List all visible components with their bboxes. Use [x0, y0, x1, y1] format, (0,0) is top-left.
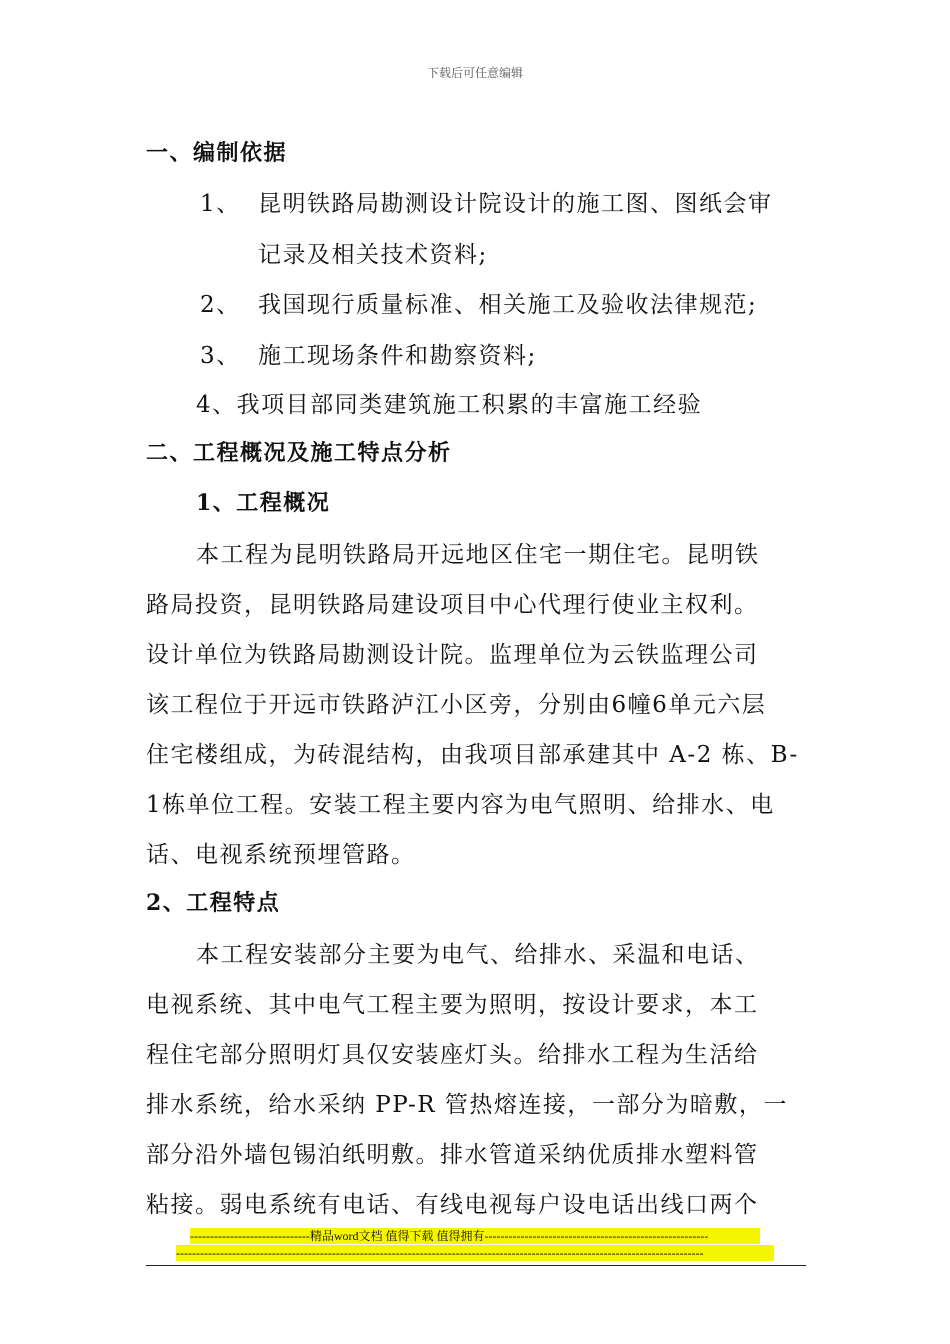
list-item-text: 昆明铁路局勘测设计院设计的施工图、图纸会审	[258, 191, 773, 217]
paragraph-line: 本工程为昆明铁路局开远地区住宅一期住宅。昆明铁	[196, 542, 760, 568]
list-number: 2、	[200, 292, 241, 318]
list-item-text: 施工现场条件和勘察资料;	[258, 343, 537, 369]
paragraph-line: 部分沿外墙包锡泊纸明敷。排水管道采纳优质排水塑料管	[146, 1142, 759, 1168]
subsection-heading: 2、工程特点	[146, 890, 281, 916]
section-heading: 二、工程概况及施工特点分析	[146, 440, 452, 466]
list-number: 3、	[200, 343, 241, 369]
page-header: 下载后可任意编辑	[426, 66, 523, 80]
paragraph-line: 1栋单位工程。安装工程主要内容为电气照明、给排水、电	[146, 792, 775, 818]
paragraph-line: 本工程安装部分主要为电气、给排水、采温和电话、	[196, 942, 760, 968]
paragraph-line: 排水系统，给水采纳 PP-R 管热熔连接，一部分为暗敷，一	[146, 1092, 788, 1118]
list-item-text: 记录及相关技术资料;	[258, 242, 488, 268]
subsection-heading: 1、工程概况	[196, 490, 331, 516]
paragraph-line: 路局投资，昆明铁路局建设项目中心代理行使业主权利。	[146, 592, 759, 618]
section-heading: 一、编制依据	[146, 140, 288, 166]
paragraph-line: 粘接。弱电系统有电话、有线电视每户设电话出线口两个	[146, 1192, 759, 1218]
footer-rule	[146, 1265, 806, 1266]
paragraph-line: 住宅楼组成，为砖混结构，由我项目部承建其中 A-2 栋、B-	[146, 742, 799, 768]
list-item-text: 4、我项目部同类建筑施工积累的丰富施工经验	[196, 392, 703, 418]
paragraph-line: 设计单位为铁路局勘测设计院。监理单位为云铁监理公司	[146, 642, 759, 668]
list-number: 1、	[200, 191, 241, 217]
paragraph-line: 话、电视系统预埋管路。	[146, 842, 416, 868]
paragraph-line: 程住宅部分照明灯具仅安装座灯头。给排水工程为生活给	[146, 1042, 759, 1068]
footer-divider-dashes: ------------------------------------------------------------------------------------------------------------------------------------	[176, 1245, 774, 1261]
list-item-text: 我国现行质量标准、相关施工及验收法律规范;	[258, 292, 758, 318]
paragraph-line: 该工程位于开远市铁路泸江小区旁，分别由6幢6单元六层	[146, 692, 767, 718]
paragraph-line: 电视系统、其中电气工程主要为照明，按设计要求，本工	[146, 992, 759, 1018]
footer-banner: ------------------------------精品word文档 值得下载 值得拥有--------------------------------------------------------	[190, 1228, 760, 1244]
